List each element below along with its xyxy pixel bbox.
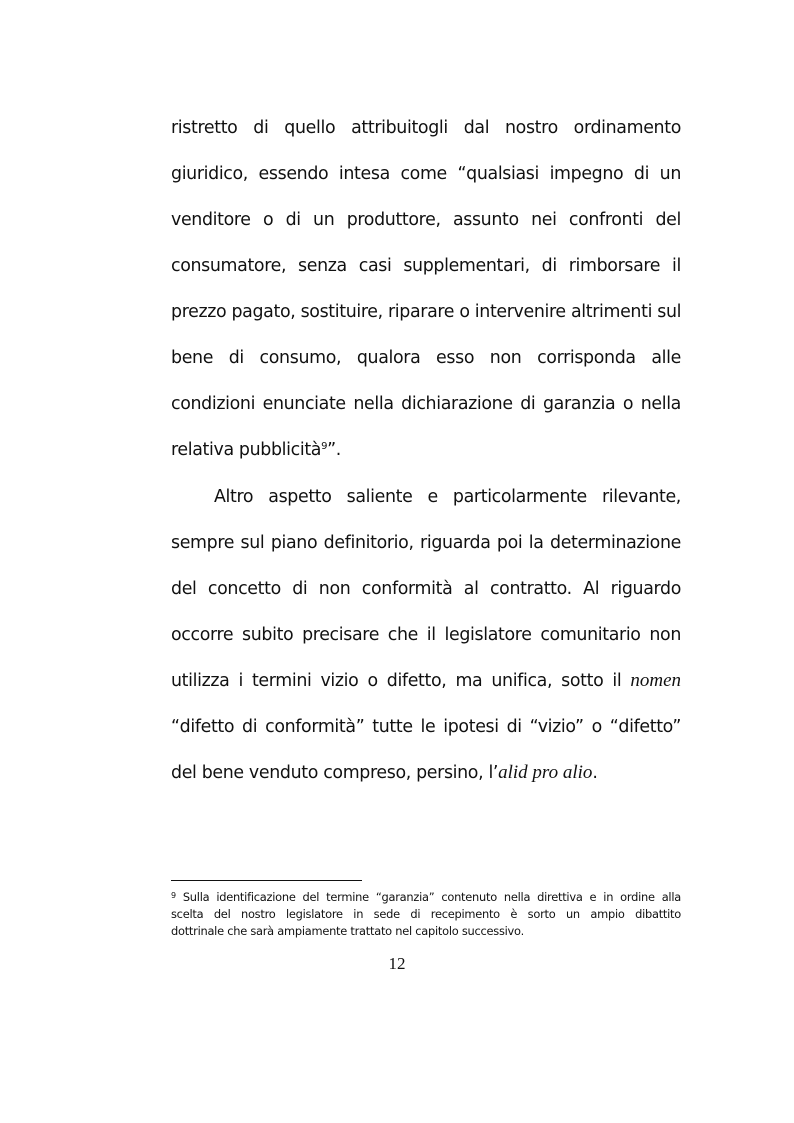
footnote-line: dottrinale che sarà ampiamente trattato nel capitolo successivo. [171,924,524,938]
text-fragment: . [592,763,598,783]
italic-term: alid pro alio [498,762,593,783]
text-fragment: relativa pubblicità [171,440,322,460]
text-line: bene di consumo, qualora esso non corrisponda alle [171,348,681,368]
text-line-with-footnote-ref [171,438,681,462]
text-line [171,669,681,693]
text-fragment: del bene venduto compreso, persino, l’ [171,763,499,783]
text-line: prezzo pagato, sostituire, riparare o intervenire altrimenti sul [171,302,682,322]
text-fragment: ”. [327,440,341,460]
text-line: consumatore, senza casi supplementari, di rimborsare il [171,256,681,276]
text-line [171,761,681,785]
footnote-line: scelta del nostro legislatore in sede di recepimento è sorto un ampio dibattito [171,907,681,921]
footnote-reference: 9 [321,441,328,452]
text-line: occorre subito precisare che il legislatore comunitario non [171,625,681,645]
paragraph-first-line: Altro aspetto saliente e particolarmente rilevante, [214,487,681,507]
italic-term: nomen [630,670,681,691]
text-line: del concetto di non conformità al contratto. Al riguardo [171,579,681,599]
text-line: ristretto di quello attribuitogli dal nostro ordinamento [171,118,681,138]
text-line: “difetto di conformità” tutte le ipotesi di “vizio” o “difetto” [171,717,681,737]
footnote-text: Sulla identificazione del termine “garanzia” contenuto nella direttiva e in ordine alla [175,890,681,904]
text-line: condizioni enunciate nella dichiarazione di garanzia o nella [171,394,681,414]
text-line: sempre sul piano definitorio, riguarda poi la determinazione [171,533,681,553]
text-line: giuridico, essendo intesa come “qualsiasi impegno di un [171,164,681,184]
footnote-mark: 9 [171,891,176,900]
page-number: 12 [388,954,406,973]
text-line: venditore o di un produttore, assunto nei confronti del [171,210,681,230]
footnote [171,889,681,940]
footnote-line [171,889,681,906]
text-fragment: utilizza i termini vizio o difetto, ma unifica, sotto il [171,671,631,691]
footnote-separator [171,880,362,881]
